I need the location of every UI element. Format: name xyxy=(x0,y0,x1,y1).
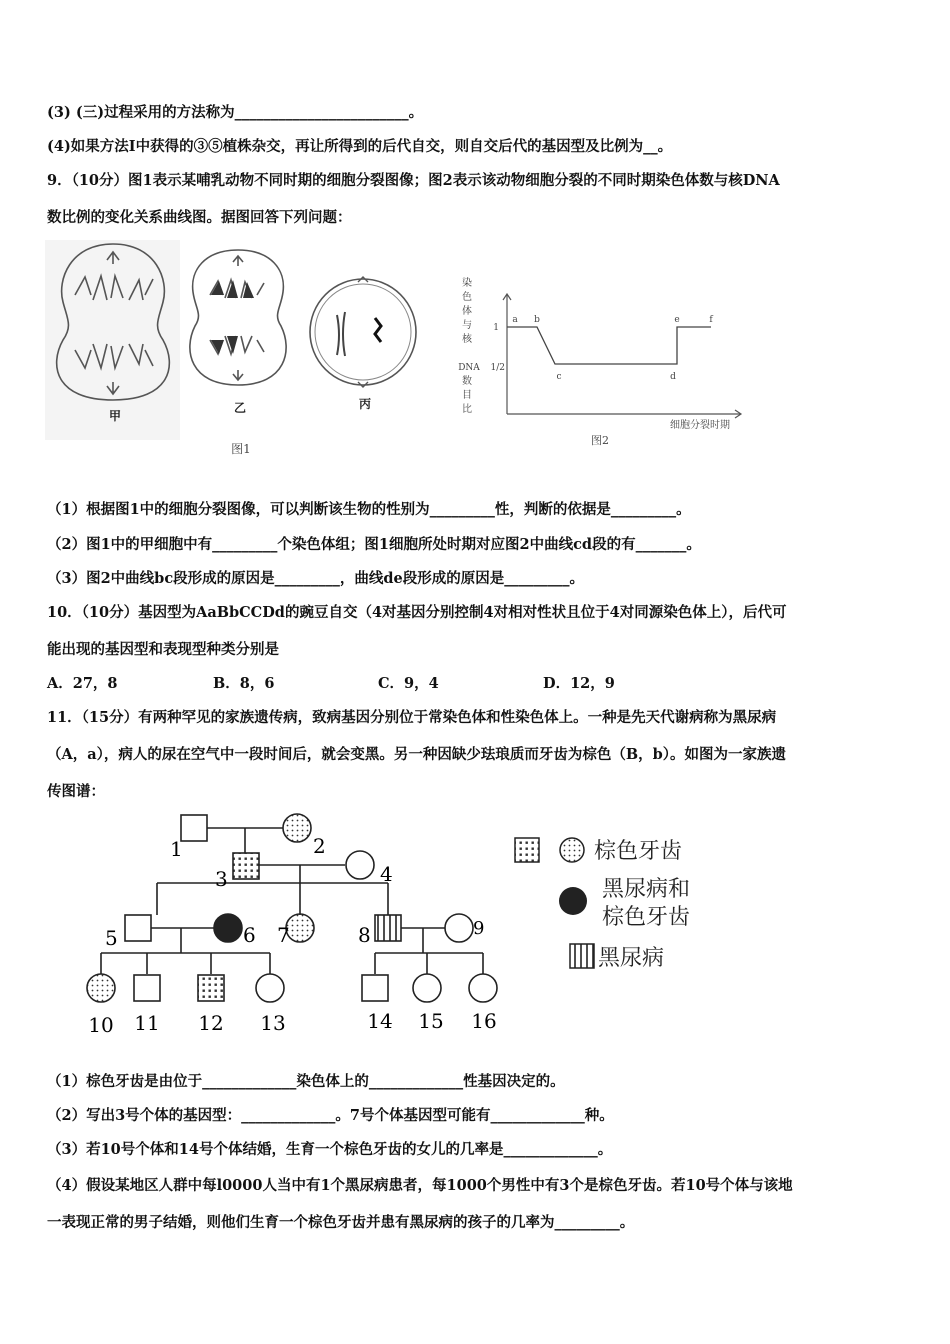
cell-yi xyxy=(190,250,286,385)
label-bing: 丙 xyxy=(358,397,372,411)
number-7: 7 xyxy=(277,923,290,947)
individual-1 xyxy=(181,815,207,841)
number-12: 12 xyxy=(198,1011,224,1035)
svg-text:体: 体 xyxy=(462,306,472,317)
svg-text:DNA: DNA xyxy=(458,363,480,373)
individual-5 xyxy=(125,915,151,941)
point-label-d: d xyxy=(670,372,676,382)
point-label-a: a xyxy=(512,315,518,325)
q11-stem-line2: （A，a），病人的尿在空气中一段时间后，就会变黑。另一种因缺少珐琅质而牙齿为棕色（B，b）。如图为一家族遗 xyxy=(47,746,787,763)
ytick-half: 1/2 xyxy=(490,363,505,373)
number-8: 8 xyxy=(358,923,371,947)
point-label-f: f xyxy=(709,315,713,325)
individual-12 xyxy=(198,975,224,1001)
legend-brown-teeth-male-icon xyxy=(515,838,539,862)
pedigree-chart xyxy=(75,808,525,1038)
q10-option-c: C．9，4 xyxy=(378,675,439,692)
legend-both-icon xyxy=(559,887,587,915)
number-1: 1 xyxy=(170,837,183,861)
legend-brown-teeth-label: 棕色牙齿 xyxy=(594,839,683,864)
pedigree-lines xyxy=(101,828,483,974)
q10-option-d: D．12，9 xyxy=(543,675,615,692)
number-11: 11 xyxy=(134,1011,160,1035)
legend-brown-teeth-female-icon xyxy=(560,838,584,862)
number-4: 4 xyxy=(380,862,393,886)
figure-1-cell-division xyxy=(45,240,445,465)
individual-13 xyxy=(256,974,284,1002)
x-axis-label: 细胞分裂时期 xyxy=(670,420,730,431)
cell-bing xyxy=(310,277,416,387)
label-jia: 甲 xyxy=(108,409,122,423)
svg-text:数: 数 xyxy=(462,376,472,387)
figure-2-caption: 图2 xyxy=(591,434,609,447)
q11-sub3: （3）若10号个体和14号个体结婚，生育一个棕色牙齿的女儿的几率是_____________。 xyxy=(47,1141,613,1158)
individual-11 xyxy=(134,975,160,1001)
point-label-b: b xyxy=(534,315,540,325)
number-13: 13 xyxy=(260,1011,286,1035)
svg-text:目: 目 xyxy=(462,390,472,401)
individual-4 xyxy=(346,851,374,879)
q8-part4: (4)如果方法Ⅰ中获得的③⑤植株杂交，再让所得到的后代自交，则自交后代的基因型及比例为__。 xyxy=(47,138,673,155)
legend-both-label-2: 棕色牙齿 xyxy=(602,905,691,930)
q10-option-b: B．8，6 xyxy=(213,675,275,692)
q9-sub1: （1）根据图1中的细胞分裂图像，可以判断该生物的性别为_________性，判断的依据是_________。 xyxy=(47,501,691,518)
q8-part3: (3) (三)过程采用的方法称为________________________。 xyxy=(47,104,424,121)
individual-6 xyxy=(214,914,242,942)
figure-2-chart xyxy=(455,272,755,452)
svg-text:与: 与 xyxy=(462,320,472,331)
q11-sub4-line1: （4）假设某地区人群中每l0000人当中有1个黑尿病患者，每1000个男性中有3个是棕色牙齿。若10号个体与该地 xyxy=(47,1177,793,1194)
number-14: 14 xyxy=(367,1009,393,1033)
q9-sub2: （2）图1中的甲细胞中有_________个染色体组；图1细胞所处时期对应图2中曲线cd段的有_______。 xyxy=(47,536,701,553)
number-10: 10 xyxy=(88,1013,114,1037)
individual-15 xyxy=(413,974,441,1002)
individual-3 xyxy=(233,853,259,879)
individual-7 xyxy=(286,914,314,942)
svg-text:色: 色 xyxy=(462,292,472,303)
individual-8 xyxy=(375,915,401,941)
figure-1-caption: 图1 xyxy=(231,442,251,456)
individual-10 xyxy=(87,974,115,1002)
point-label-e: e xyxy=(674,315,680,325)
legend-alkaptonuria-icon xyxy=(570,944,594,968)
q10-option-a: A．27，8 xyxy=(47,675,118,692)
number-9: 9 xyxy=(473,918,485,939)
point-label-c: c xyxy=(556,372,562,382)
q10-stem-line2: 能出现的基因型和表现型种类分别是 xyxy=(47,641,279,658)
individual-2 xyxy=(283,814,311,842)
q11-sub1: （1）棕色牙齿是由位于_____________染色体上的_____________性基因决定的。 xyxy=(47,1073,565,1090)
legend-both-label-1: 黑尿病和 xyxy=(602,877,691,902)
y-axis-label xyxy=(458,276,480,415)
label-yi: 乙 xyxy=(233,401,247,415)
number-15: 15 xyxy=(418,1009,444,1033)
q11-sub2: （2）写出3号个体的基因型：_____________。7号个体基因型可能有_____________种。 xyxy=(47,1107,614,1124)
q11-sub4-line2: 一表现正常的男子结婚，则他们生育一个棕色牙齿并患有黑尿病的孩子的几率为_________。 xyxy=(47,1214,635,1231)
individual-14 xyxy=(362,975,388,1001)
data-line xyxy=(507,327,711,364)
number-3: 3 xyxy=(215,867,228,891)
number-16: 16 xyxy=(471,1009,497,1033)
ytick-1: 1 xyxy=(493,323,499,333)
chromosomes-yi-bottom xyxy=(211,336,238,354)
q9-stem-line1: 9．（10分）图1表示某哺乳动物不同时期的细胞分裂图像；图2表示该动物细胞分裂的不同时期染色体数与核DNA xyxy=(47,172,780,189)
number-5: 5 xyxy=(105,926,118,950)
q9-sub3: （3）图2中曲线bc段形成的原因是_________，曲线de段形成的原因是_________。 xyxy=(47,570,585,587)
axis-arrows xyxy=(503,294,741,418)
individual-16 xyxy=(469,974,497,1002)
legend-alkaptonuria-label: 黑尿病 xyxy=(598,946,665,971)
q10-stem-line1: 10．（10分）基因型为AaBbCCDd的豌豆自交（4对基因分别控制4对相对性状且位于4对同源染色体上），后代可 xyxy=(47,604,787,621)
svg-text:核: 核 xyxy=(462,334,472,345)
q9-stem-line2: 数比例的变化关系曲线图。据图回答下列问题： xyxy=(47,209,352,226)
number-6: 6 xyxy=(243,923,256,947)
number-2: 2 xyxy=(313,834,326,858)
q11-stem-line1: 11．（15分）有两种罕见的家族遗传病，致病基因分别位于常染色体和性染色体上。一种是先天代谢病称为黑尿病 xyxy=(47,709,777,726)
individual-9 xyxy=(445,914,473,942)
svg-text:染: 染 xyxy=(462,278,472,289)
svg-text:比: 比 xyxy=(462,404,472,415)
q11-stem-line3: 传图谱： xyxy=(47,783,105,800)
pedigree-legend xyxy=(512,828,732,978)
